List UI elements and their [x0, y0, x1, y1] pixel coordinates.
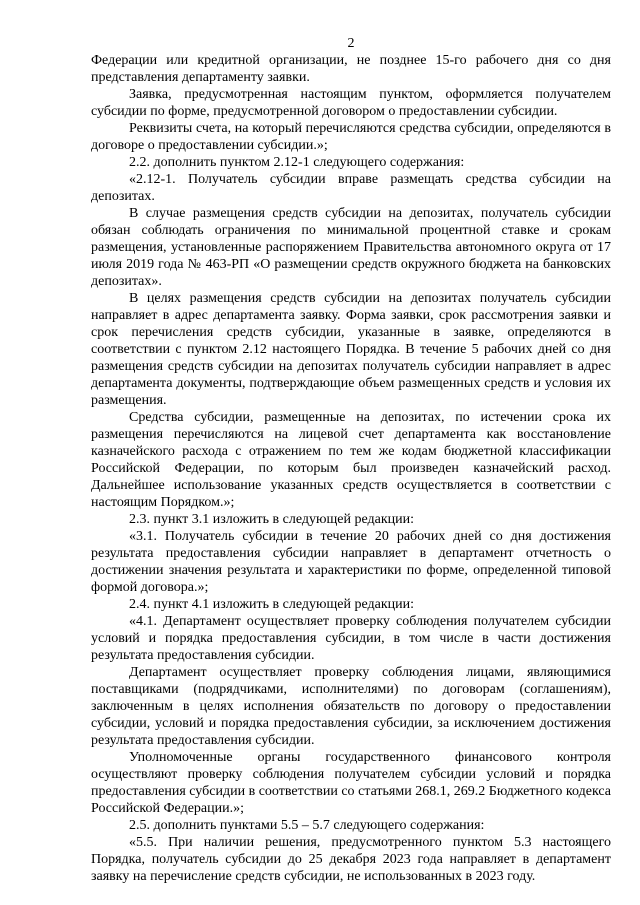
paragraph: «2.12-1. Получатель субсидии вправе размещать средства субсидии на депозитах.	[91, 172, 611, 204]
paragraph: 2.5. дополнить пунктами 5.5 – 5.7 следующего содержания:	[129, 818, 485, 833]
paragraph: В целях размещения средств субсидии на депозитах получатель субсидии направляет в адрес департамента заявку. Форма заявки, срок рассмотрения заявки и срок перечисления средств субсидии, указанные в заявке, определяются в соответствии с пунктом 2.12 настоящего Порядка. В течение 5 рабочих дней со дня размещения средств субсидии на депозитах получатель субсидии направляет в адрес департамента документы, подтверждающие объем размещенных средств и условия их размещения.	[91, 291, 611, 408]
paragraph: «3.1. Получатель субсидии в течение 20 рабочих дней со дня достижения результата предоставления субсидии направляет в департамент отчетность о достижении значения результата и характеристики по форме, определенной типовой формой договора.»;	[91, 529, 611, 595]
paragraph: 2.2. дополнить пунктом 2.12-1 следующего содержания:	[129, 155, 465, 170]
paragraph: Уполномоченные органы государственного финансового контроля осуществляют проверку соблюдения получателем субсидии условий и порядка предоставления субсидии в соответствии со статьями 268.1, 269.2 Бюджетного кодекса Российской Федерации.»;	[91, 750, 611, 816]
paragraph: Федерации или кредитной организации, не позднее 15-го рабочего дня со дня представления департаменту заявки.	[91, 53, 611, 85]
paragraph: Реквизиты счета, на который перечисляются средства субсидии, определяются в договоре о предоставлении субсидии.»;	[91, 121, 611, 153]
document-page	[91, 35, 611, 885]
paragraph: Заявка, предусмотренная настоящим пунктом, оформляется получателем субсидии по форме, предусмотренной договором о предоставлении субсидии.	[91, 87, 611, 119]
paragraph: «4.1. Департамент осуществляет проверку соблюдения получателем субсидии условий и порядка предоставления субсидии, в том числе в части достижения результата предоставления субсидии.	[91, 614, 611, 663]
page-number: 2	[347, 36, 355, 51]
paragraph: Средства субсидии, размещенные на депозитах, по истечении срока их размещения перечисляются на лицевой счет департамента как восстановление казначейского расхода с отражением по тем же кодам бюджетной классификации Российской Федерации, по которым был произведен казначейский расход. Дальнейшее использование указанных средств осуществляется в соответствии с настоящим Порядком.»;	[91, 410, 611, 510]
document-body	[91, 52, 611, 885]
paragraph: 2.3. пункт 3.1 изложить в следующей редакции:	[129, 512, 414, 527]
paragraph: 2.4. пункт 4.1 изложить в следующей редакции:	[129, 597, 414, 612]
paragraph: Департамент осуществляет проверку соблюдения лицами, являющимися поставщиками (подрядчиками, исполнителями) по договорам (соглашениям), заключенным в целях исполнения обязательств по договору о предоставлении субсидии, условий и порядка предоставления субсидии, за исключением достижения результата предоставления субсидии.	[91, 665, 611, 748]
paragraph: «5.5. При наличии решения, предусмотренного пунктом 5.3 настоящего Порядка, получатель субсидии до 25 декабря 2023 года направляет в департамент заявку на перечисление средств субсидии, не использованных в 2023 году.	[91, 835, 611, 884]
paragraph: В случае размещения средств субсидии на депозитах, получатель субсидии обязан соблюдать ограничения по минимальной процентной ставке и срокам размещения, установленные распоряжением Правительства автономного округа от 17 июля 2019 года № 463-РП «О размещении средств окружного бюджета на банковских депозитах».	[91, 206, 611, 289]
